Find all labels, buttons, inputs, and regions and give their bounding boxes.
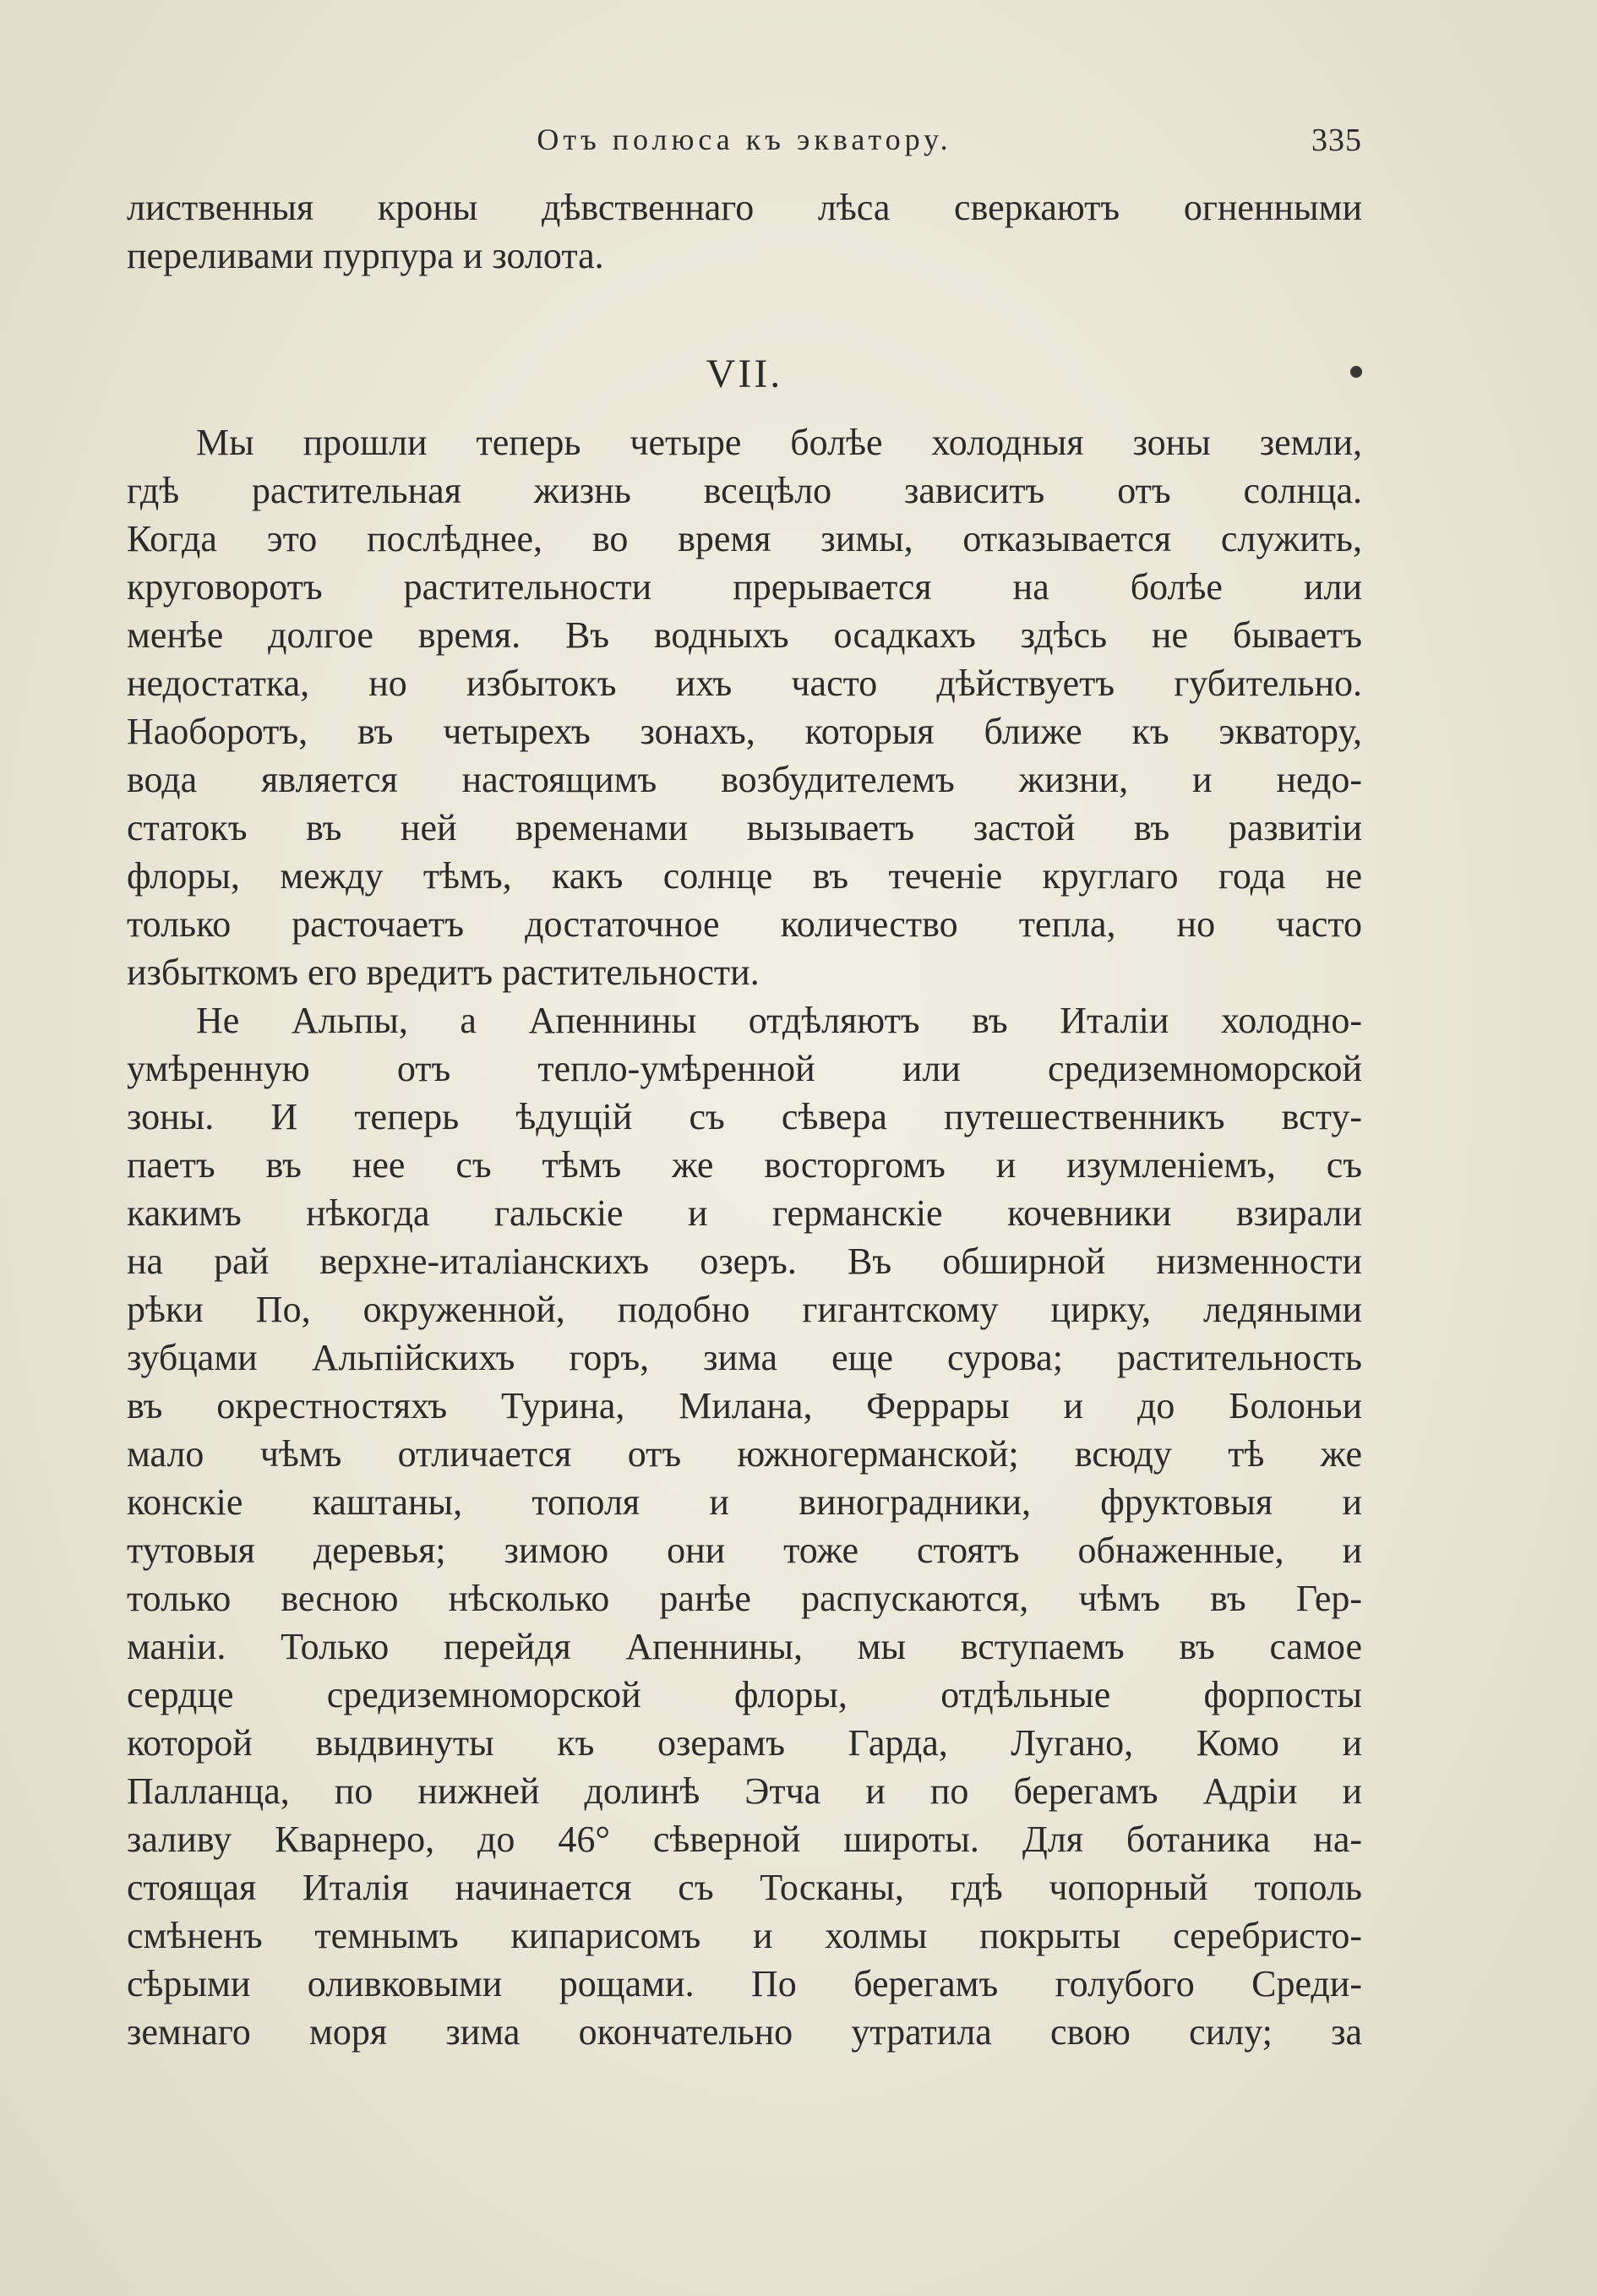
continuation-paragraph (127, 183, 1362, 280)
text-line: Палланца, по нижней долинѣ Этча и по берегамъ Адріи и (127, 1770, 1362, 1812)
ink-speck (1350, 366, 1362, 378)
text-line: Когда это послѣднее, во время зимы, отказывается служить, (127, 518, 1362, 559)
text-line: смѣненъ темнымъ кипарисомъ и холмы покрыты серебристо- (127, 1915, 1362, 1956)
text-line: избыткомъ его вредитъ растительности. (127, 952, 760, 993)
paragraph-1 (127, 418, 1362, 996)
text-line: недостатка, но избытокъ ихъ часто дѣйствуетъ губительно. (127, 663, 1362, 704)
page-number: 335 (1311, 123, 1362, 158)
text-line: зоны. И теперь ѣдущій съ сѣвера путешественникъ всту- (127, 1096, 1362, 1137)
main-text (127, 418, 1362, 2056)
text-line: гдѣ растительная жизнь всецѣло зависитъ отъ солнца. (127, 470, 1362, 511)
text-line: стоящая Италія начинается съ Тосканы, гдѣ чопорный тополь (127, 1867, 1362, 1908)
text-line: въ окрестностяхъ Турина, Милана, Феррары и до Болоньи (127, 1385, 1362, 1426)
text-line: сѣрыми оливковыми рощами. По берегамъ голубого Среди- (127, 1963, 1362, 2004)
text-line: статокъ въ ней временами вызываетъ застой въ развитіи (127, 807, 1362, 848)
text-line: сердце средиземноморской флоры, отдѣльные форпосты (127, 1674, 1362, 1715)
text-line: только расточаетъ достаточное количество тепла, но часто (127, 903, 1362, 945)
text-line: конскіе каштаны, тополя и виноградники, фруктовыя и (127, 1481, 1362, 1523)
text-line: только весною нѣсколько ранѣе распускаются, чѣмъ въ Гер- (127, 1578, 1362, 1619)
text-line: лиственныя кроны дѣвственнаго лѣса сверкаютъ огненными (127, 187, 1362, 228)
text-line: менѣе долгое время. Въ водныхъ осадкахъ здѣсь не бываетъ (127, 614, 1362, 656)
text-line: Не Альпы, а Апеннины отдѣляютъ въ Италіи холодно- (196, 1000, 1362, 1041)
text-line: круговоротъ растительности прерывается на болѣе или (127, 566, 1362, 608)
text-line: мало чѣмъ отличается отъ южногерманской; всюду тѣ же (127, 1433, 1362, 1475)
paragraph-2 (127, 996, 1362, 2056)
text-line: переливами пурпура и золота. (127, 235, 604, 276)
running-title: Отъ полюса къ экватору. (537, 123, 952, 156)
text-line: флоры, между тѣмъ, какъ солнце въ теченіе круглаго года не (127, 855, 1362, 897)
text-line: умѣренную отъ тепло-умѣренной или средиземноморской (127, 1048, 1362, 1089)
text-line: на рай верхне-италіанскихъ озеръ. Въ обширной низменности (127, 1241, 1362, 1282)
text-line: какимъ нѣкогда гальскіе и германскіе кочевники взирали (127, 1192, 1362, 1234)
text-line: вода является настоящимъ возбудителемъ жизни, и недо- (127, 759, 1362, 800)
section-heading: VII. (706, 352, 783, 396)
text-line: тутовыя деревья; зимою они тоже стоятъ обнаженные, и (127, 1530, 1362, 1571)
text-line: паетъ въ нее съ тѣмъ же восторгомъ и изумленіемъ, съ (127, 1144, 1362, 1186)
text-line: зубцами Альпійскихъ горъ, зима еще сурова; растительность (127, 1337, 1362, 1378)
text-line: земнаго моря зима окончательно утратила свою силу; за (127, 2011, 1362, 2053)
text-line: которой выдвинуты къ озерамъ Гарда, Лугано, Комо и (127, 1722, 1362, 1764)
text-line: маніи. Только перейдя Апеннины, мы вступаемъ въ самое (127, 1626, 1362, 1667)
text-line: рѣки По, окруженной, подобно гигантскому цирку, ледяными (127, 1289, 1362, 1330)
text-line: Мы прошли теперь четыре болѣе холодныя зоны земли, (196, 422, 1362, 463)
running-header (127, 118, 1362, 161)
text-line: заливу Кварнеро, до 46° сѣверной широты. Для ботаника на- (127, 1819, 1362, 1860)
text-line: Наоборотъ, въ четырехъ зонахъ, которыя ближе къ экватору, (127, 711, 1362, 752)
